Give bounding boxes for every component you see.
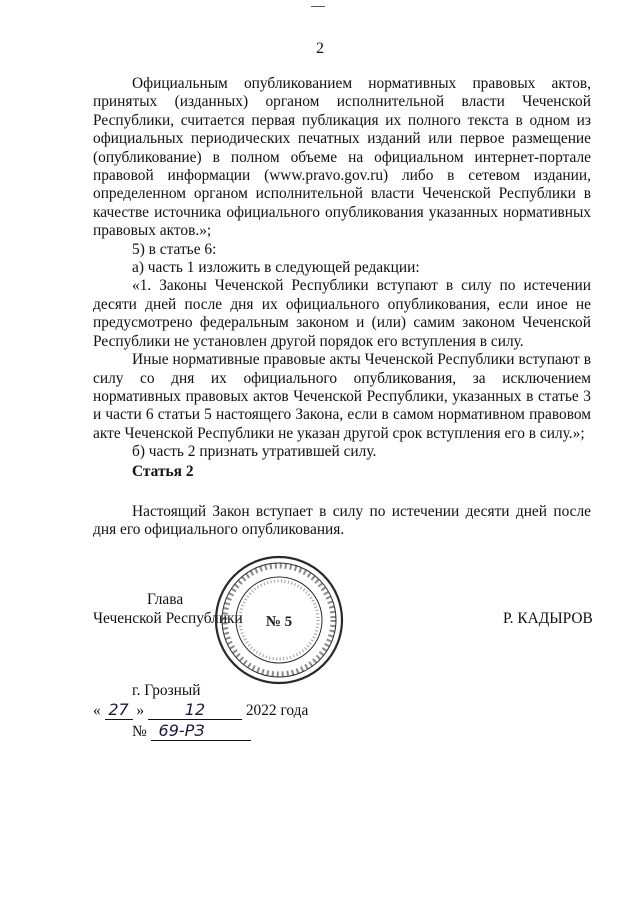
top-mark xyxy=(311,6,325,7)
paragraph-part-2-void: б) часть 2 признать утратившей силу. xyxy=(132,443,377,461)
paragraph-entry-into-force: Настоящий Закон вступает в силу по истечении десяти дней после дня его официального опубликования. xyxy=(93,503,591,539)
body-text-block xyxy=(93,75,591,462)
paragraph-laws-entry: «1. Законы Чеченской Республики вступают в силу по истечении десяти дней после дня их официального опубликования, если иное не предусмотрено федеральным законом и (или) самим законом Чеченской Республики не установлен другой порядок его вступления в силу. xyxy=(93,277,591,350)
signatory-title-line2: Чеченской Республики xyxy=(93,610,243,627)
date-day: 27 xyxy=(105,701,133,720)
article-2-heading: Статья 2 xyxy=(132,463,194,480)
paragraph-part-1-edit: а) часть 1 изложить в следующей редакции: xyxy=(132,259,420,277)
date-year: 2022 года xyxy=(245,702,309,719)
official-seal xyxy=(212,553,346,687)
article-2-body xyxy=(93,503,591,540)
place-label: г. Грозный xyxy=(132,682,201,699)
date-month: 12 xyxy=(148,701,242,720)
law-number-value: 69-РЗ xyxy=(151,722,251,741)
paragraph-other-acts: Иные нормативные правовые акты Чеченской Республики вступают в силу со дня их официального опубликования, за исключением нормативных правовых актов Чеченской Республики, указанных в статье 3 и части 6 статьи 5 настоящего Закона, если в самом нормативном правовом акте Чеченской Республики не указан другой срок вступления его в силу.»; xyxy=(93,351,591,442)
date-line xyxy=(93,701,308,720)
signatory-title-line1: Глава xyxy=(147,591,184,608)
law-number-prefix: № xyxy=(132,723,147,740)
signatory-name: Р. КАДЫРОВ xyxy=(503,610,593,627)
date-open-quote: « xyxy=(93,702,101,719)
date-close-quote: » xyxy=(136,702,145,719)
page-number: 2 xyxy=(316,40,324,57)
paragraph-official-publication: Официальным опубликованием нормативных правовых актов, принятых (изданных) органом исполнительной власти Чеченской Республики, считается первая публикация их полного текста в одном из официальных периодических печатных изданий или первое размещение (опубликование) в полном объеме на официальном интернет-портале правовой информации (www.pravo.gov.ru) либо в сетевом издании, определенном органом исполнительной власти Чеченской Республики в качестве источника официального опубликования указанных нормативных правовых актов.»; xyxy=(93,75,591,240)
seal-number: № 5 xyxy=(265,614,293,630)
law-number-line xyxy=(132,722,251,741)
paragraph-article-6: 5) в статье 6: xyxy=(132,240,217,258)
